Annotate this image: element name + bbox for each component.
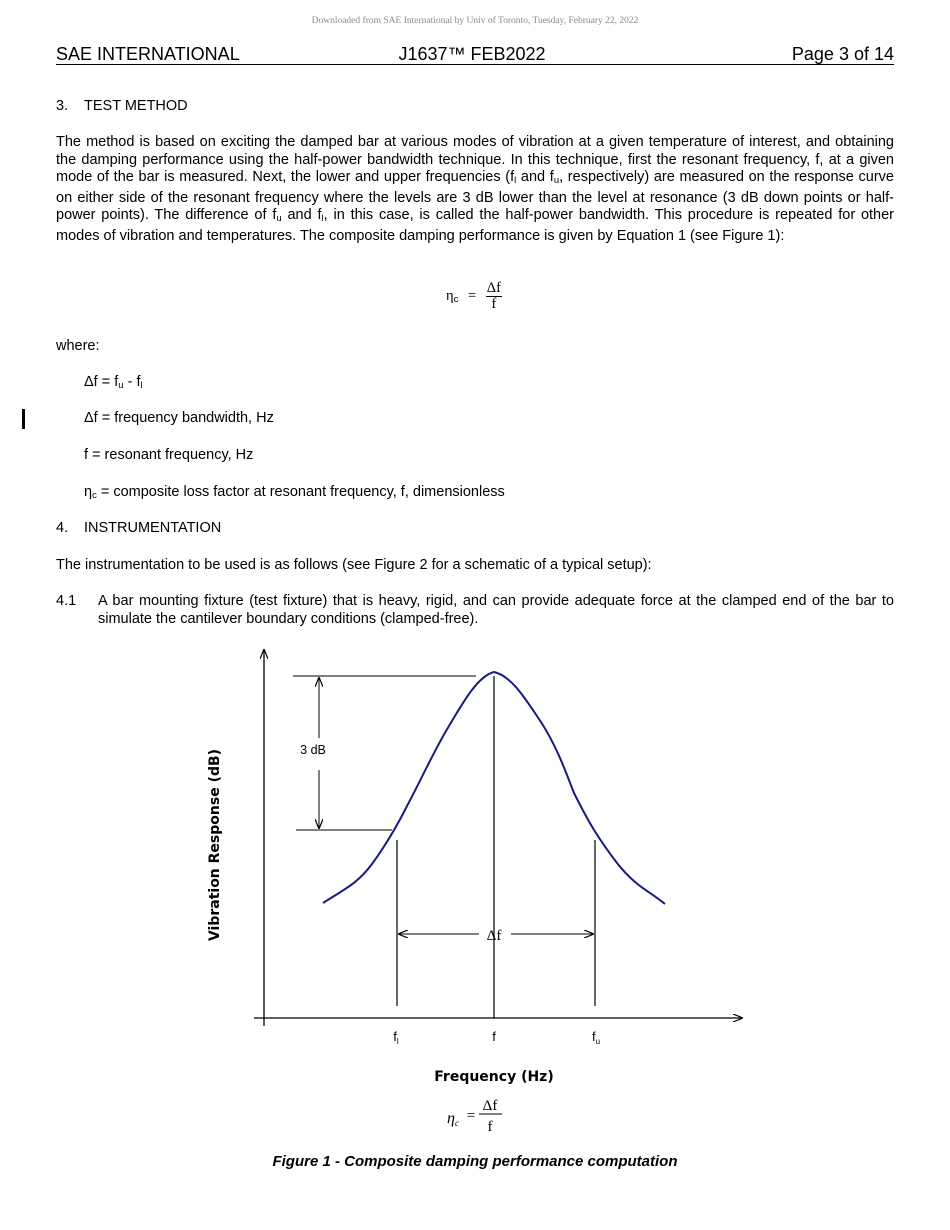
definition-delta-f-formula: $\Delta f = f_u - f_l$ — [84, 374, 143, 391]
section-3-title: TEST METHOD — [84, 98, 188, 114]
figure-1-caption: Figure 1 - Composite damping performance computation — [272, 1153, 678, 1170]
y-axis-label: Vibration Response (dB) — [207, 748, 223, 942]
definition-frequency-bandwidth: Δf = frequency bandwidth, Hz — [84, 410, 274, 426]
figure-eq-equals: = — [466, 1108, 476, 1124]
eq1-lhs: η — [446, 287, 454, 304]
section-3-paragraph: The method is based on exciting the damped bar at various modes of vibration at a given temperature of interest, and obtaining the damping performance using the half-power bandwidth technique. In this technique, first the resonant frequency, f, at a given mode of the bar is measured. Next, the lower and upper frequencies ($f_l$ and $f_u$, respectively) are measured on the response curve on either side of the resonant frequency where the levels are 3 dB lower than the level at resonance (3 dB down points or half-power points). The difference of $f_u$ and $f_l$, in this case, is called the half-power bandwidth. This procedure is repeated for other modes of vibration and temperatures. The composite damping performance is given by Equation 1 (see Figure 1): — [56, 134, 895, 244]
section-4-title: INSTRUMENTATION — [84, 520, 222, 536]
header-page-number: Page 3 of 14 — [791, 44, 894, 64]
x-axis-label: Frequency (Hz) — [434, 1069, 554, 1085]
eq1-lhs-sub: c — [453, 293, 459, 305]
section-3-number: 3. — [56, 98, 69, 114]
figure-eq-denominator: f — [487, 1119, 493, 1135]
item-4-1-text: A bar mounting fixture (test fixture) that is heavy, rigid, and can provide adequate force at the clamped end of the bar to simulate the cantilever boundary conditions (clamped-free). — [98, 593, 894, 627]
eq1-equals: = — [467, 287, 477, 304]
header-doc-id: J1637™ FEB2022 — [398, 44, 546, 64]
3db-label: 3 dB — [300, 743, 326, 757]
definition-resonant-frequency: f = resonant frequency, Hz — [84, 447, 254, 463]
item-4-1-number: 4.1 — [56, 593, 77, 609]
definition-loss-factor: $\eta_c$ = composite loss factor at resonant frequency, f, dimensionless — [84, 484, 505, 501]
section-4-number: 4. — [56, 520, 69, 536]
tick-label-fu: $f_u$ — [591, 1029, 601, 1046]
tick-label-fl: $f_l$ — [393, 1029, 399, 1046]
delta-f-label: Δf — [486, 928, 502, 944]
tick-label-f: f — [492, 1029, 496, 1044]
eq1-numerator: Δf — [486, 280, 501, 296]
figure-eq-lhs: ηc — [447, 1110, 459, 1128]
header-org: SAE INTERNATIONAL — [56, 44, 240, 64]
where-label: where: — [56, 338, 100, 354]
section-4-intro: The instrumentation to be used is as follows (see Figure 2 for a schematic of a typical setup): — [56, 557, 652, 573]
eq1-denominator: f — [491, 296, 497, 312]
download-watermark: Downloaded from SAE International by Univ of Toronto, Tuesday, February 22, 2022 — [311, 16, 639, 26]
figure-eq-numerator: Δf — [482, 1098, 498, 1114]
